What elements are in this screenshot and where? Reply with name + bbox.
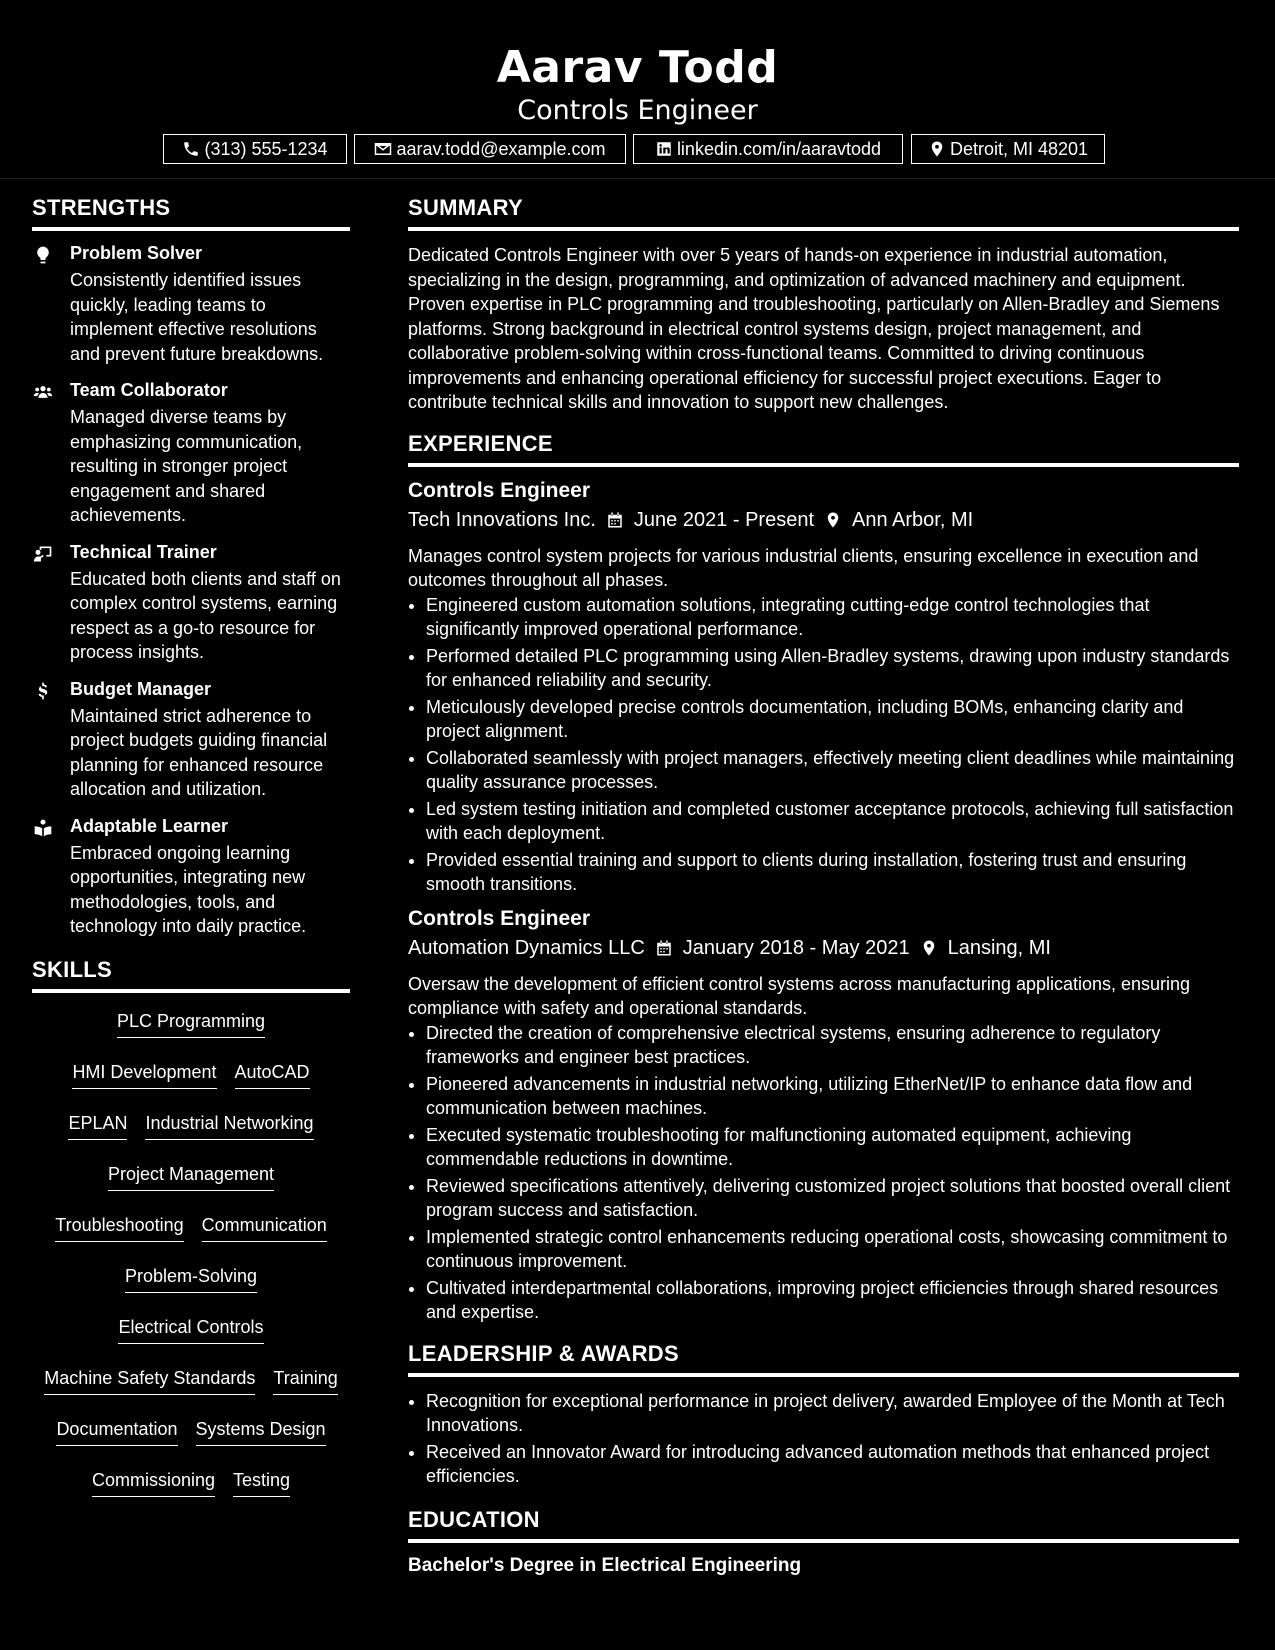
job-bullet: • Pioneered advancements in industrial networking, utilizing EtherNet/IP to enhance data flow and communication between machines. <box>426 1072 1239 1121</box>
envelope-icon <box>374 140 392 158</box>
job-description: Manages control system projects for various industrial clients, ensuring excellence in execution and outcomes throughout all phases. <box>408 545 1199 590</box>
strength-desc: Consistently identified issues quickly, leading teams to implement effective resolutions and prevent future breakdowns. <box>70 270 324 364</box>
skill-tag: Documentation <box>56 1417 177 1446</box>
strength-item <box>32 380 350 528</box>
skill-tag: Industrial Networking <box>145 1111 313 1140</box>
education-heading: EDUCATION <box>408 1507 1239 1543</box>
map-pin-icon <box>920 938 938 958</box>
map-pin-icon <box>928 140 946 158</box>
contact-email-text: aarav.todd@example.com <box>396 138 606 159</box>
strength-desc: Embraced ongoing learning opportunities, integrating new methodologies, tools, and technology into daily practice. <box>70 842 307 936</box>
main-content <box>408 195 1239 1577</box>
job-company: Tech Innovations Inc. <box>408 508 596 531</box>
award-item: • Recognition for exceptional performance in project delivery, awarded Employee of the Month at Tech Innovations. <box>426 1389 1239 1438</box>
contact-location-text: Detroit, MI 48201 <box>949 138 1089 159</box>
job-title: Controls Engineer <box>408 478 591 502</box>
candidate-title: Controls Engineer <box>517 95 758 126</box>
sidebar <box>32 195 350 1501</box>
degree-title: Bachelor's Degree in Electrical Engineering <box>408 1554 802 1576</box>
job-entry <box>408 907 1239 1325</box>
map-pin-icon <box>824 510 842 530</box>
job-location: Lansing, MI <box>947 936 1051 959</box>
skill-tag: Troubleshooting <box>55 1213 183 1242</box>
strength-item <box>32 679 350 802</box>
job-location: Ann Arbor, MI <box>852 508 974 531</box>
skill-tag: Machine Safety Standards <box>44 1366 255 1395</box>
job-bullet: • Meticulously developed precise controls documentation, including BOMs, enhancing clarity and project alignment. <box>426 695 1239 744</box>
strength-item <box>32 816 350 939</box>
job-bullet: • Performed detailed PLC programming using Allen-Bradley systems, drawing upon industry standards for enhanced reliability and security. <box>426 644 1239 693</box>
strength-name: Team Collaborator <box>70 380 228 400</box>
strength-item <box>32 542 350 665</box>
job-bullet: • Engineered custom automation solutions, integrating cutting-edge control technologies that significantly improved operational performance. <box>426 593 1239 642</box>
job-bullet: • Implemented strategic control enhancements reducing operational costs, showcasing commitment to continuous improvement. <box>426 1225 1239 1274</box>
summary-heading: SUMMARY <box>408 195 1239 231</box>
lightbulb-icon <box>32 245 54 265</box>
skill-tag: Commissioning <box>92 1468 215 1497</box>
skill-tag: EPLAN <box>68 1111 127 1140</box>
linkedin-icon <box>655 140 673 158</box>
job-bullets <box>408 1021 1239 1325</box>
skill-tag: Testing <box>233 1468 290 1497</box>
skill-tag: Systems Design <box>196 1417 326 1446</box>
dollar-icon <box>32 681 54 701</box>
contact-linkedin-text: linkedin.com/in/aaravtodd <box>676 138 882 159</box>
calendar-icon <box>606 510 624 530</box>
job-dates: January 2018 - May 2021 <box>682 936 910 959</box>
job-title: Controls Engineer <box>408 906 591 930</box>
job-bullet: • Directed the creation of comprehensive electrical systems, ensuring adherence to regulatory frameworks and engineer best practices. <box>426 1021 1239 1070</box>
job-description: Oversaw the development of efficient control systems across manufacturing applications, ensuring compliance with safety and operational standards. <box>408 973 1191 1018</box>
job-bullet: • Cultivated interdepartmental collaborations, improving project efficiencies through shared resources and expertise. <box>426 1276 1239 1325</box>
skill-tag: AutoCAD <box>235 1060 310 1089</box>
job-bullets <box>408 593 1239 897</box>
job-bullet: • Provided essential training and support to clients during installation, fostering trust and ensuring smooth transitions. <box>426 848 1239 897</box>
skills-heading: SKILLS <box>32 957 350 993</box>
strength-desc: Managed diverse teams by emphasizing communication, resulting in stronger project engagement and shared achievements. <box>70 407 303 525</box>
skill-tag: PLC Programming <box>117 1009 265 1038</box>
job-entry <box>408 479 1239 897</box>
job-bullet: • Executed systematic troubleshooting for malfunctioning automated equipment, achieving commendable reductions in downtime. <box>426 1123 1239 1172</box>
skill-tag: Project Management <box>108 1162 274 1191</box>
contact-location <box>911 134 1105 164</box>
skill-tag: Communication <box>202 1213 327 1242</box>
contact-linkedin[interactable] <box>633 134 903 164</box>
skill-tag: Electrical Controls <box>118 1315 263 1344</box>
summary-text: Dedicated Controls Engineer with over 5 years of hands-on experience in industrial automation, specializing in the design, programming, and optimization of advanced machinery and equipment. Proven expertise in PLC programming and troubleshooting, particularly on Allen-Bradley and Siemens platforms. Strong background in electrical control systems design, project management, and collaborative problem-solving within cross-functional teams. Committed to driving continuous improvements and enhancing operational efficiency for successful project executions. Eager to contribute technical skills and innovation to support new challenges. <box>408 245 1220 412</box>
experience-heading: EXPERIENCE <box>408 431 1239 467</box>
job-bullet: • Collaborated seamlessly with project managers, effectively meeting client deadlines while maintaining quality assurance processes. <box>426 746 1239 795</box>
strength-name: Problem Solver <box>70 243 203 263</box>
strengths-heading: STRENGTHS <box>32 195 350 231</box>
strength-name: Technical Trainer <box>70 541 217 562</box>
contact-email[interactable] <box>354 134 626 164</box>
book-reader-icon <box>32 818 54 838</box>
strength-name: Budget Manager <box>70 678 212 699</box>
skills-list <box>32 1005 350 1501</box>
contact-phone[interactable] <box>163 134 347 164</box>
phone-icon <box>182 140 200 158</box>
contact-phone-text: (313) 555-1234 <box>204 138 328 159</box>
calendar-icon <box>655 938 673 958</box>
skill-tag: HMI Development <box>72 1060 216 1089</box>
job-company: Automation Dynamics LLC <box>408 936 645 959</box>
job-bullet: • Reviewed specifications attentively, delivering customized project solutions that boosted overall client program success and satisfaction. <box>426 1174 1239 1223</box>
job-dates: June 2021 - Present <box>633 508 815 531</box>
skill-tag: Training <box>273 1366 337 1395</box>
strength-name: Adaptable Learner <box>70 815 229 836</box>
skill-tag: Problem-Solving <box>125 1264 257 1293</box>
awards-list <box>408 1389 1239 1489</box>
strength-desc: Maintained strict adherence to project budgets guiding financial planning for enhanced resource allocation and utilization. <box>70 705 328 799</box>
awards-heading: LEADERSHIP & AWARDS <box>408 1341 1239 1377</box>
users-icon <box>32 382 54 402</box>
candidate-name: Aarav Todd <box>496 42 779 93</box>
job-bullet: • Led system testing initiation and completed customer acceptance protocols, achieving full satisfaction with each deployment. <box>426 797 1239 846</box>
strength-desc: Educated both clients and staff on complex control systems, earning respect as a go-to resource for process insights. <box>70 568 341 662</box>
award-item: • Received an Innovator Award for introducing advanced automation methods that enhanced project efficiencies. <box>426 1440 1239 1489</box>
resume-header <box>0 0 1275 179</box>
strength-item <box>32 243 350 366</box>
chalkboard-teacher-icon <box>32 544 54 564</box>
